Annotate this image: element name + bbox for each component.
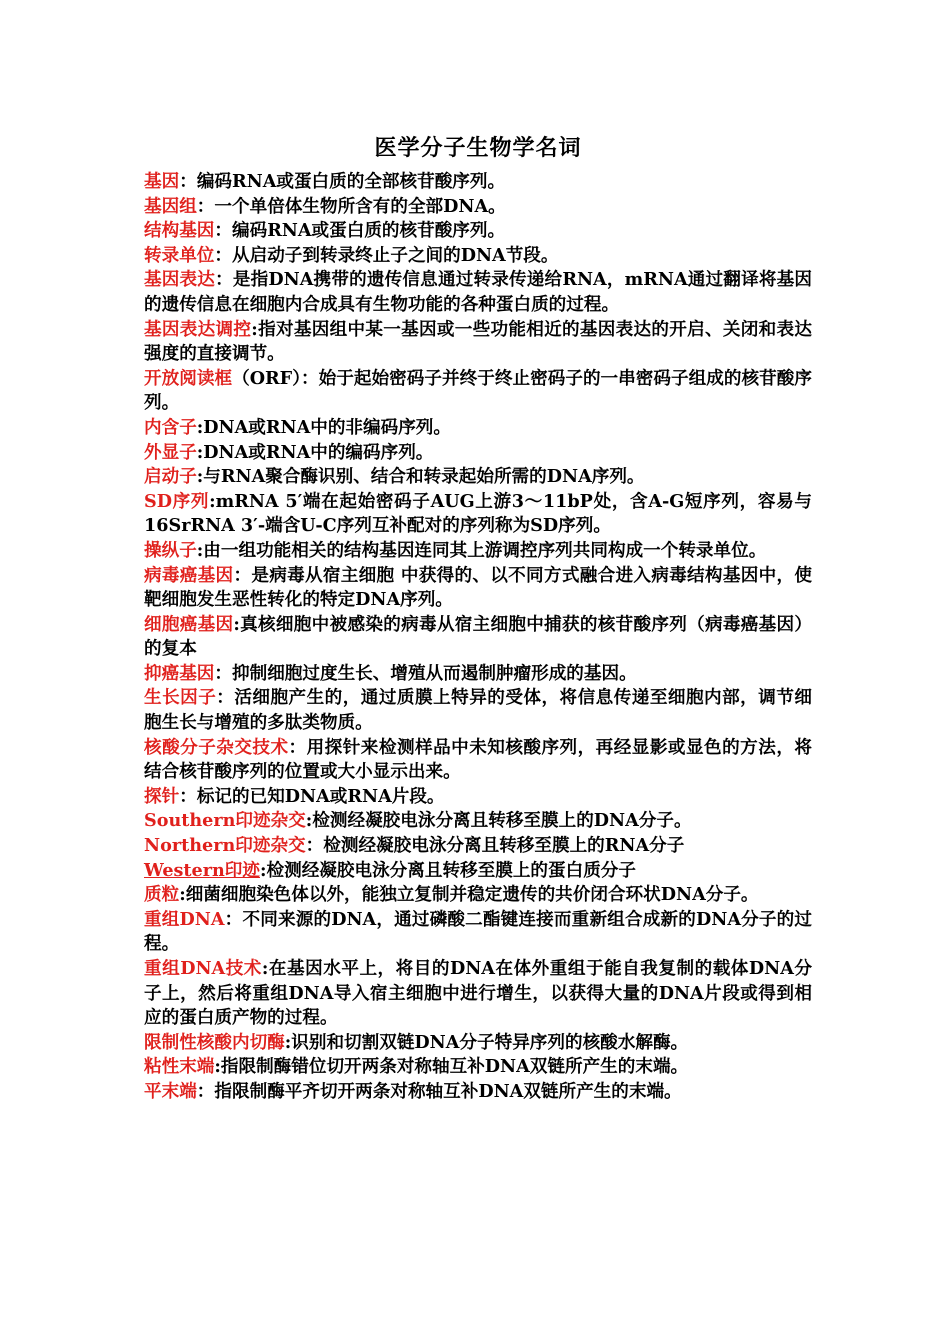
glossary-entry [144,195,812,220]
glossary-term: 转录单位 [144,244,215,266]
glossary-term: SD序列 [144,490,210,512]
glossary-term: 病毒癌基因 [144,564,234,586]
term-separator: : [179,884,186,906]
glossary-definition: 真核细胞中被感染的病毒从宿主细胞中捕获的核苷酸序列（病毒癌基因）的复本 [144,613,812,660]
glossary-entry [144,1055,812,1080]
term-separator: ： [196,1080,215,1102]
glossary-entry [144,490,812,539]
glossary-list [144,170,812,1105]
glossary-term: 重组DNA技术 [144,958,262,979]
term-separator: : [261,958,269,979]
glossary-definition: 抑制细胞过度生长、增殖从而遏制肿瘤形成的基因。 [232,662,637,684]
glossary-definition: DNA或RNA中的非编码序列。 [203,416,451,438]
term-separator: ： [216,687,235,709]
glossary-entry [144,834,812,859]
glossary-term: Northern印迹杂交 [144,835,306,857]
glossary-entry [144,170,812,195]
glossary-definition: 从启动子到转录终止子之间的DNA节段。 [232,244,559,266]
term-separator: ： [224,908,243,930]
glossary-definition: mRNA 5′端在起始密码子AUG上游3～11bP处，含A-G短序列，容易与16SrRNA 3′-端含U-C序列互补配对的序列称为SD序列。 [144,490,812,537]
glossary-entry [144,244,812,269]
term-separator: ： [196,195,215,217]
glossary-entry [144,1031,812,1056]
glossary-definition: 一个单倍体生物所含有的全部DNA。 [214,195,506,217]
document-page [144,130,812,1105]
term-separator: : [251,318,258,340]
glossary-entry [144,908,812,957]
glossary-term: 内含子 [144,416,197,438]
glossary-definition: 编码RNA或蛋白质的核苷酸序列。 [232,220,506,242]
term-separator: ： [233,564,252,586]
glossary-entry [144,539,812,564]
glossary-definition: 检测经凝胶电泳分离且转移至膜上的蛋白质分子 [266,859,636,881]
glossary-entry [144,736,812,785]
glossary-entry [144,686,812,735]
term-separator: ： [214,220,232,242]
glossary-term: 核酸分子杂交技术 [144,736,289,758]
glossary-term: 启动子 [144,466,197,488]
glossary-term: Western印迹 [144,859,260,881]
term-separator: : [196,466,204,488]
glossary-definition: 在基因水平上，将目的DNA在体外重组于能自我复制的载体DNA分子上，然后将重组DNA导入宿主细胞中进行增生，以获得大量的DNA片段或得到相应的蛋白质产物的过程。 [144,958,812,1029]
term-separator: : [196,539,204,561]
glossary-entry [144,785,812,810]
term-separator: : [209,490,216,512]
glossary-term: 基因 [144,171,180,192]
glossary-definition: 指限制酶平齐切开两条对称轴互补DNA双链所产生的末端。 [214,1080,682,1102]
glossary-definition: 是指DNA携带的遗传信息通过转录传递给RNA，mRNA通过翻译将基因的遗传信息在细胞内合成具有生物功能的各种蛋白质的过程。 [144,269,812,315]
glossary-entry [144,662,812,687]
document-title: 医学分子生物学名词 [374,135,582,161]
glossary-definition: 识别和切割双链DNA分子特异序列的核酸水解酶。 [291,1031,689,1053]
glossary-entry [144,219,812,244]
term-separator: : [284,1031,292,1053]
glossary-definition: 指限制酶错位切开两条对称轴互补DNA双链所产生的末端。 [220,1056,689,1078]
glossary-definition: （ORF）：始于起始密码子并终于终止密码子的一串密码子组成的核苷酸序列。 [144,367,812,414]
glossary-definition: 标记的已知DNA或RNA片段。 [196,785,445,807]
glossary-definition: 用探针来检测样品中未知核酸序列，再经显影或显色的方法，将结合核苷酸序列的位置或大小显示出来。 [144,736,812,783]
term-separator: ： [179,171,197,192]
term-separator: : [305,810,313,832]
glossary-definition: 与RNA聚合酶识别、结合和转录起始所需的DNA序列。 [203,466,645,488]
glossary-term: 限制性核酸内切酶 [144,1031,285,1053]
glossary-definition: 指对基因组中某一基因或一些功能相近的基因表达的开启、关闭和表达强度的直接调节。 [144,318,812,365]
glossary-entry [144,957,812,1031]
term-separator: ： [305,835,324,857]
glossary-term: 重组DNA [144,908,225,930]
term-separator: ： [214,662,232,684]
term-separator: ： [214,244,232,266]
glossary-definition: 细菌细胞染色体以外，能独立复制并稳定遗传的共价闭合环状DNA分子。 [185,884,759,906]
term-separator: : [196,416,204,438]
glossary-definition: 是病毒从宿主细胞 中获得的、以不同方式融合进入病毒结构基因中，使靶细胞发生恶性转化的特定DNA序列。 [144,564,812,611]
glossary-term: 细胞癌基因 [144,613,234,635]
glossary-term: 开放阅读框 [144,367,233,389]
glossary-term: 基因组 [144,195,197,217]
glossary-term: 基因表达调控 [144,318,252,340]
glossary-term: 操纵子 [144,539,197,561]
glossary-definition: 检测经凝胶电泳分离且转移至膜上的DNA分子。 [312,810,692,832]
glossary-entry [144,318,812,367]
term-separator: : [260,859,267,881]
glossary-term: 抑癌基因 [144,662,215,684]
glossary-entry [144,465,812,490]
term-separator: : [233,613,240,635]
glossary-definition: 由一组功能相关的结构基因连同其上游调控序列共同构成一个转录单位。 [203,539,767,561]
glossary-entry [144,441,812,466]
glossary-term: 探针 [144,785,180,807]
glossary-entry [144,883,812,908]
term-separator: ： [179,785,197,807]
term-separator: ： [288,736,307,758]
glossary-term: Southern印迹杂交 [144,810,306,832]
glossary-definition: 编码RNA或蛋白质的全部核苷酸序列。 [196,171,506,192]
glossary-entry [144,268,812,317]
glossary-term: 外显子 [144,441,197,463]
glossary-entry [144,613,812,662]
term-separator: : [214,1056,221,1078]
glossary-term: 生长因子 [144,687,217,709]
glossary-entry [144,416,812,441]
glossary-definition: 不同来源的DNA，通过磷酸二酯键连接而重新组合成新的DNA分子的过程。 [144,908,812,955]
glossary-entry [144,1080,812,1105]
glossary-definition: 检测经凝胶电泳分离且转移至膜上的RNA分子 [323,835,685,857]
glossary-term: 基因表达 [144,269,216,291]
glossary-entry [144,859,812,884]
glossary-entry [144,367,812,416]
glossary-term: 粘性末端 [144,1056,215,1078]
glossary-entry [144,809,812,834]
glossary-definition: DNA或RNA中的编码序列。 [203,441,434,463]
glossary-term: 结构基因 [144,220,215,242]
glossary-definition: 活细胞产生的，通过质膜上特异的受体，将信息传递至细胞内部，调节细胞生长与增殖的多肽类物质。 [144,687,812,734]
glossary-term: 质粒 [144,884,180,906]
term-separator: : [196,441,204,463]
glossary-term: 平末端 [144,1080,197,1102]
glossary-entry [144,564,812,613]
term-separator: ： [215,269,233,291]
